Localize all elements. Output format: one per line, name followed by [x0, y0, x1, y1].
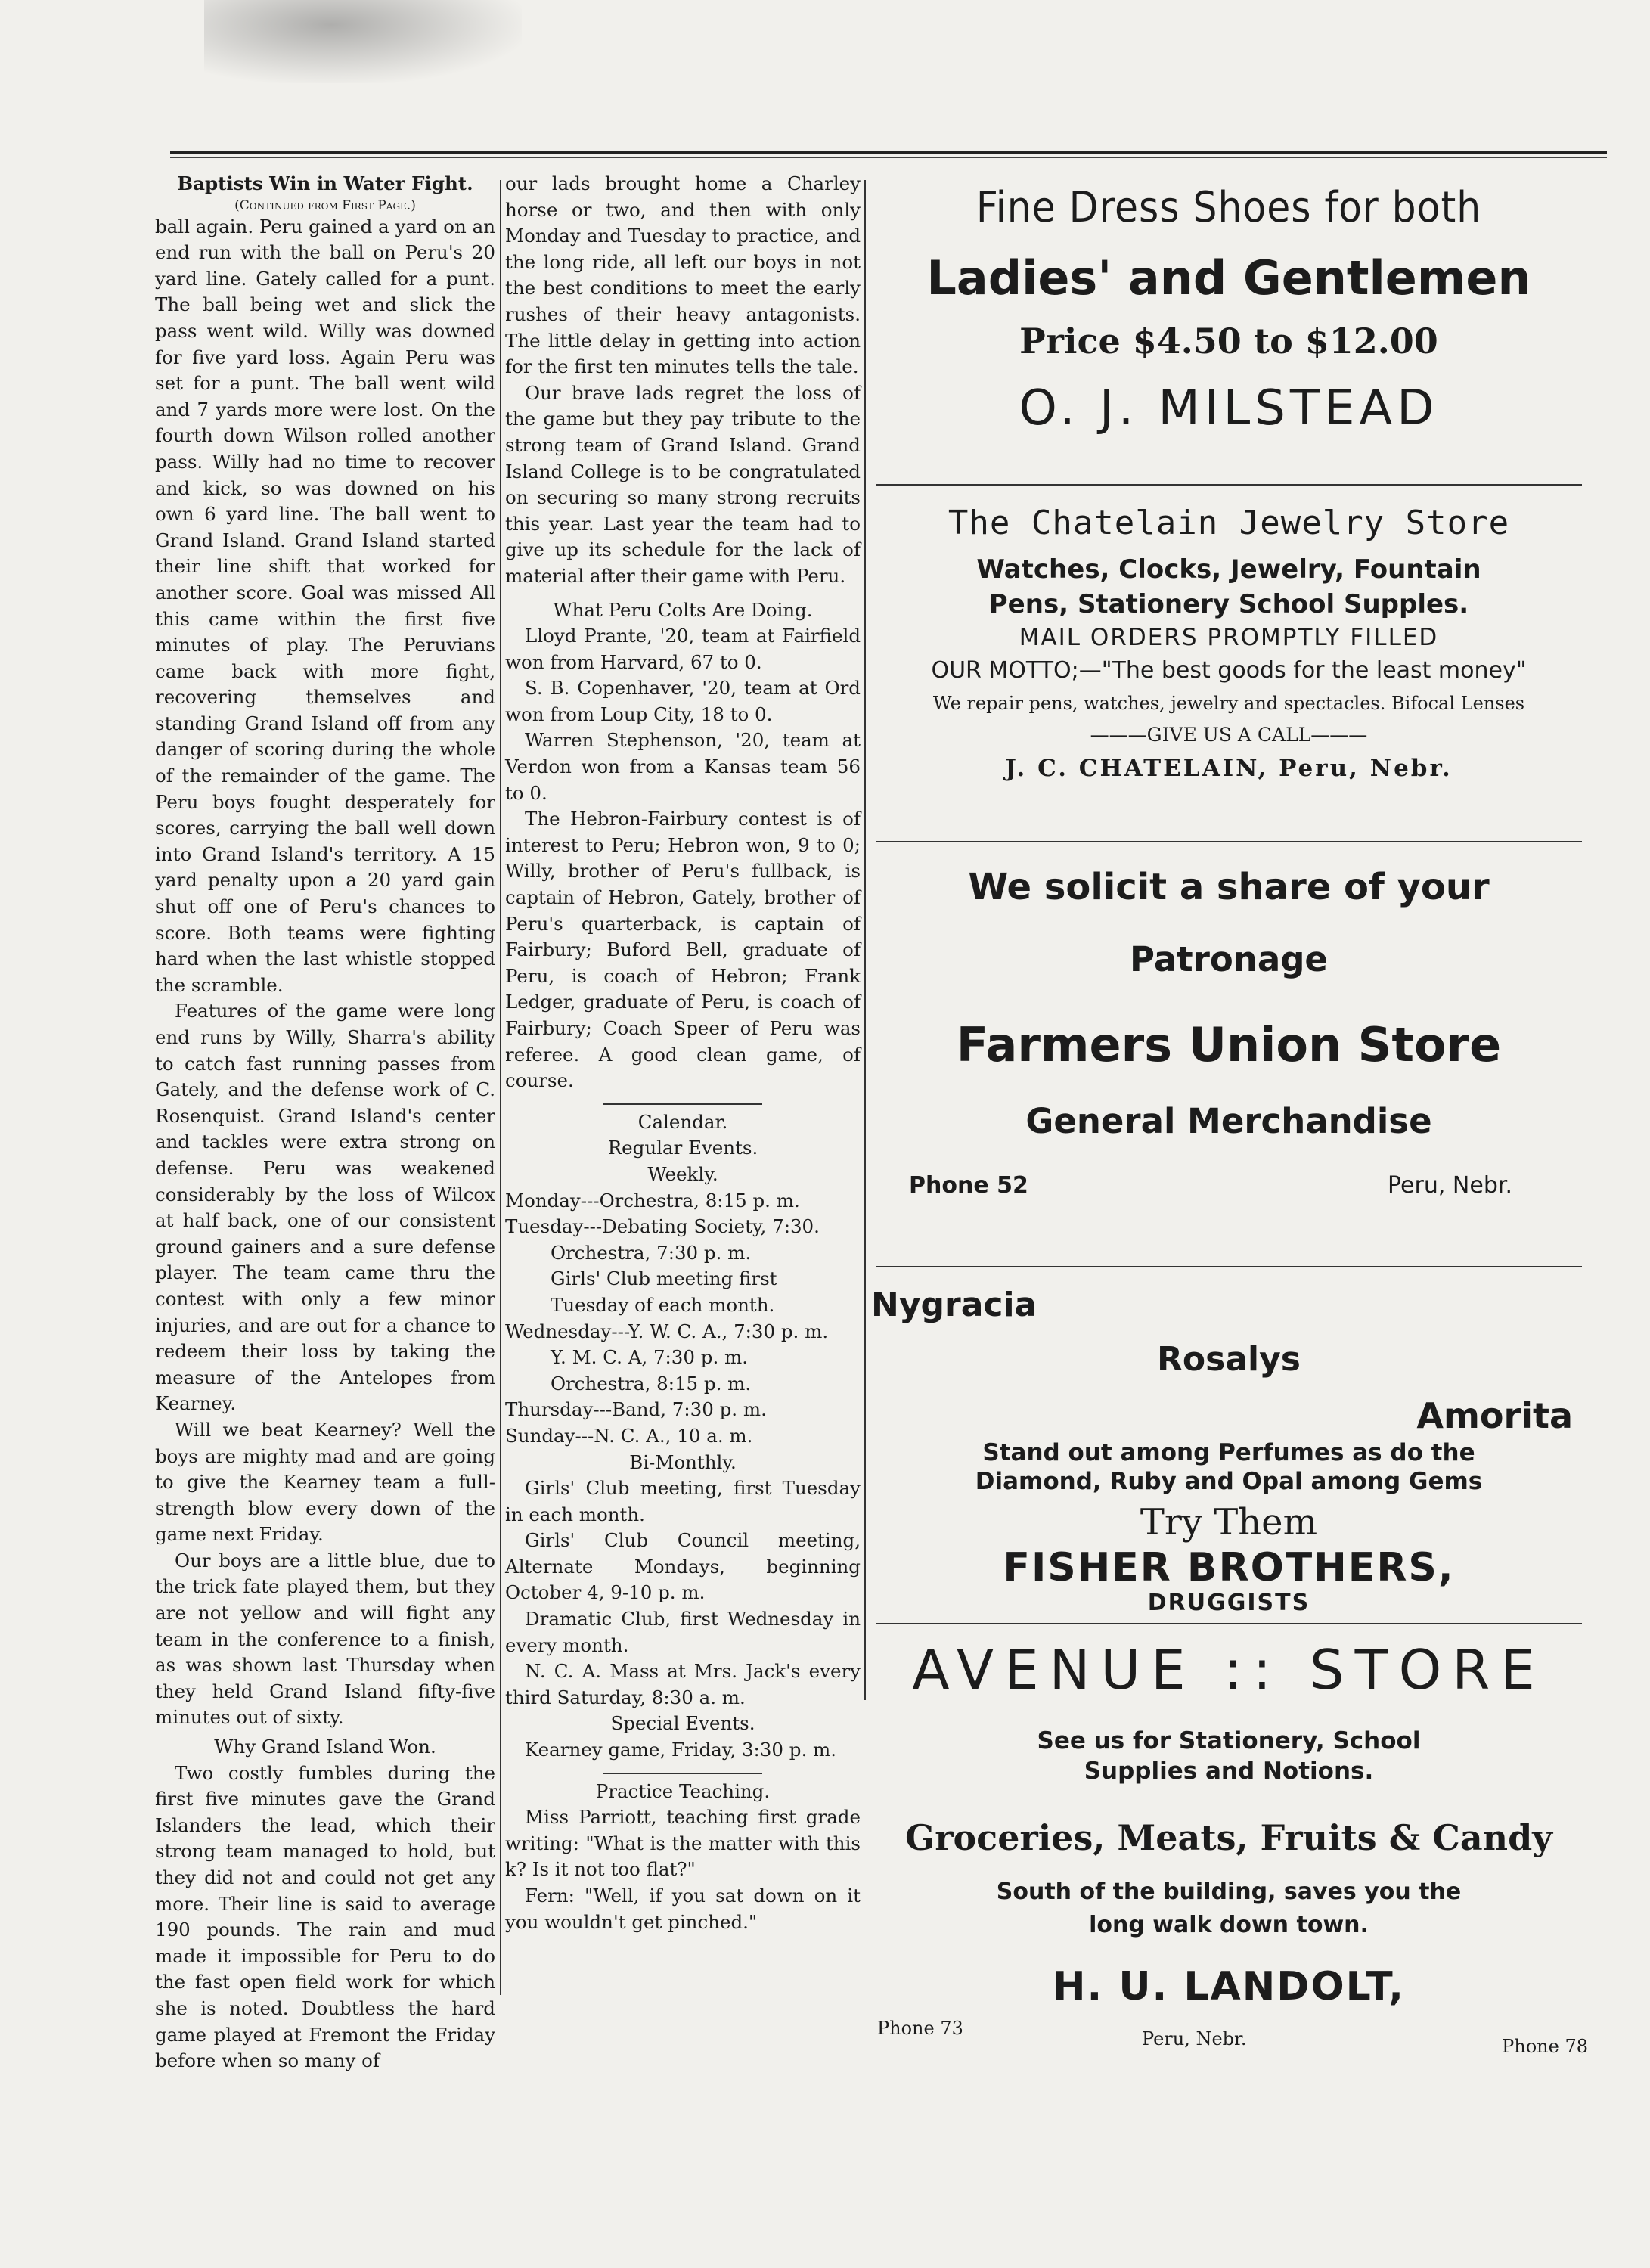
colts-headline: What Peru Colts Are Doing.	[553, 598, 813, 621]
practice-para-2: Fern: "Well, if you sat down on it you wouldn't get pinched."	[505, 1885, 861, 1933]
fisher-line-1: Stand out among Perfumes as do the	[982, 1439, 1475, 1466]
avenue-footer	[870, 2013, 1588, 2074]
milstead-name: O. J. MILSTEAD	[1019, 380, 1439, 436]
why-para-1: Two costly fumbles during the first five minutes gave the Grand Islanders the lead, which their strong team managed to hold, but they did not and could not get any more. Their line is said to average 190 pounds. The rain and mud made it impossible for Peru to do the fast open field work for which she is noted. Doubtless the hard game played at Fremont the Friday before when so many of	[155, 1761, 495, 2072]
perfume-amorita: Amorita	[1416, 1395, 1573, 1436]
chatelain-line-1: Watches, Clocks, Jewelry, Fountain	[976, 554, 1481, 585]
calendar-wednesday: Wednesday---Y. W. C. A., 7:30 p. m.	[505, 1320, 829, 1342]
chatelain-title: The Chatelain Jewelry Store	[948, 504, 1510, 542]
calendar-thursday: Thursday---Band, 7:30 p. m.	[505, 1398, 767, 1421]
chatelain-name: J. C. CHATELAIN, Peru, Nebr.	[1005, 755, 1453, 782]
why-para-3: Our brave lads regret the loss of the game but they pay tribute to the strong team of Grand Island. Grand Island College is to be congratulated on securing so many strong recruits this year. Last year the team had to give up its schedule for the lack of material after their game with Peru.	[505, 381, 861, 587]
chatelain-line-3: MAIL ORDERS PROMPTLY FILLED	[1019, 624, 1439, 651]
perfume-rosalys: Rosalys	[1157, 1340, 1301, 1379]
milstead-line-2: Ladies' and Gentlemen	[926, 250, 1531, 306]
baptists-para-2: Features of the game were long end runs by Willy, Sharra's ability to catch fast running passes from Gately, and the defense work of C. Rosenquist. Grand Island's center and tackles were extra strong on defense. Peru was weakened considerably by the loss of Wilcox at half back, one of our consistent ground gainers and a sure defense player. The team came thru the contest with only a few minor injuries, and are out for a chance to redeem their loss by taking the measure of the Antelopes from Kearney.	[155, 1000, 495, 1415]
milstead-line-1: Fine Dress Shoes for both	[975, 183, 1482, 232]
calendar-bimonthly-1: Girls' Club meeting, first Tuesday in each month.	[505, 1477, 861, 1525]
calendar-regular: Regular Events.	[607, 1137, 758, 1159]
calendar-weekly: Weekly.	[647, 1162, 718, 1185]
calendar-bimonthly: Bi-Monthly.	[629, 1450, 737, 1473]
page-smudge	[204, 0, 522, 83]
calendar-special-1: Kearney game, Friday, 3:30 p. m.	[525, 1739, 837, 1761]
avenue-line-1: See us for Stationery, School	[1037, 1727, 1421, 1755]
farmers-town: Peru, Nebr.	[1388, 1172, 1512, 1199]
calendar-bimonthly-2: Girls' Club Council meeting, Alternate Mondays, beginning October 4, 9-10 p. m.	[505, 1529, 861, 1604]
calendar-sunday: Sunday---N. C. A., 10 a. m.	[505, 1424, 753, 1447]
ad-fisher	[870, 1267, 1588, 1623]
calendar-tuesday-girls: Girls' Club meeting first Tuesday of each month.	[551, 1267, 777, 1316]
colts-para-3: Warren Stephenson, '20, team at Verdon won from a Kansas team 56 to 0.	[505, 729, 861, 804]
header-rule-thin	[170, 157, 1607, 158]
perfume-nygracia: Nygracia	[871, 1286, 1037, 1324]
calendar-monday: Monday---Orchestra, 8:15 p. m.	[505, 1189, 800, 1212]
farmers-line-2: Patronage	[1130, 939, 1328, 979]
baptists-para-3: Will we beat Kearney? Well the boys are mighty mad and are going to give the Kearney team a full-strength blow every down of the game next Friday.	[155, 1418, 495, 1546]
avenue-phone-left: Phone 73	[877, 2018, 963, 2039]
avenue-groceries: Groceries, Meats, Fruits & Candy	[904, 1817, 1552, 1858]
calendar-wednesday-orchestra: Orchestra, 8:15 p. m.	[551, 1372, 752, 1395]
colts-para-2: S. B. Copenhaver, '20, team at Ord won from Loup City, 18 to 0.	[505, 677, 861, 725]
chatelain-motto: OUR MOTTO;—"The best goods for the least money"	[931, 657, 1527, 684]
divider	[603, 1103, 762, 1105]
avenue-phone-right: Phone 78	[1502, 2036, 1588, 2057]
fisher-line-2: Diamond, Ruby and Opal among Gems	[975, 1468, 1483, 1495]
farmers-phone: Phone 52	[909, 1172, 1028, 1199]
calendar-bimonthly-3: Dramatic Club, first Wednesday in every month.	[505, 1608, 861, 1656]
avenue-owner: H. U. LANDOLT,	[1052, 1964, 1406, 2009]
colts-para-4: The Hebron-Fairbury contest is of interest to Peru; Hebron won, 9 to 0; Willy, brother of Peru's fullback, is captain of Hebron, Gately, brother of Peru's quarterback, is captain of Fairbury; Buford Bell, graduate of Peru, is coach of Hebron; Frank Ledger, graduate of Peru, is coach of Fairbury; Coach Speer of Peru was referee. A good clean game, of course.	[505, 808, 861, 1092]
farmers-footer	[870, 1172, 1588, 1218]
why-headline: Why Grand Island Won.	[214, 1736, 436, 1758]
baptists-headline: Baptists Win in Water Fight.	[177, 172, 473, 194]
calendar-special: Special Events.	[610, 1712, 755, 1735]
continued-note: (Continued from First Page.)	[234, 197, 416, 213]
header-rule	[170, 151, 1607, 154]
ad-avenue	[870, 1624, 1588, 2093]
avenue-town: Peru, Nebr.	[1142, 2028, 1247, 2049]
baptists-para-1: ball again. Peru gained a yard on an end run with the ball on Peru's 20 yard line. Gately called for a punt. The ball being wet and slick the pass went wild. Willy was downed for five yard loss. Again Peru was set for a punt. The ball went wild and 7 yards more were lost. On the fourth down Wilson rolled another pass. Willy had no time to recover and kick, so was downed on his own 6 yard line. The ball went to Grand Island. Grand Island started their line shift that worked for another score. Goal was missed All this came within the first five minutes of play. The Peruvians came back with more fight, recovering themselves and standing Grand Island off from any danger of scoring during the whole of the remainder of the game. The Peru boys fought desperately for scores, carrying the ball well down into Grand Island's territory. A 15 yard penalty upon a 20 yard gain shut off one of Peru's chances to score. Both teams were fighting hard when the last whistle stopped the scramble.	[155, 215, 495, 996]
calendar-tuesday: Tuesday---Debating Society, 7:30.	[505, 1215, 820, 1238]
divider	[603, 1773, 762, 1774]
why-para-2: our lads brought home a Charley horse or two, and then with only Monday and Tuesday to practice, and the long ride, all left our boys in not the best conditions to meet the early rushes of their heavy antagonists. The little delay in getting into action for the first ten minutes tells the tale.	[505, 172, 861, 378]
colts-para-1: Lloyd Prante, '20, team at Fairfield won from Harvard, 67 to 0.	[505, 625, 861, 673]
farmers-name: Farmers Union Store	[956, 1017, 1502, 1072]
avenue-name: AVENUE :: STORE	[912, 1638, 1546, 1702]
avenue-line-3: South of the building, saves you the	[996, 1879, 1462, 1905]
column-1	[155, 171, 495, 2074]
calendar-title: Calendar.	[637, 1110, 728, 1133]
column-2	[505, 171, 861, 1935]
ad-farmers	[870, 842, 1588, 1266]
milstead-price: Price $4.50 to $12.00	[1019, 321, 1438, 361]
practice-para-1: Miss Parriott, teaching first grade writing: "What is the matter with this k? Is it not too flat?"	[505, 1806, 861, 1881]
calendar-bimonthly-4: N. C. A. Mass at Mrs. Jack's every third Saturday, 8:30 a. m.	[505, 1660, 861, 1708]
farmers-sub: General Merchandise	[1025, 1101, 1432, 1141]
column-rule-1	[500, 180, 501, 1995]
advertisements	[870, 166, 1588, 2093]
chatelain-repair: We repair pens, watches, jewelry and spectacles. Bifocal Lenses	[932, 693, 1525, 714]
farmers-line-1: We solicit a share of your	[968, 866, 1490, 908]
fisher-name: FISHER BROTHERS,	[1003, 1545, 1455, 1590]
calendar-tuesday-orchestra: Orchestra, 7:30 p. m.	[551, 1241, 752, 1264]
avenue-line-4: long walk down town.	[1089, 1912, 1369, 1938]
fisher-sub: DRUGGISTS	[1147, 1590, 1310, 1616]
ad-chatelain	[870, 486, 1588, 841]
ad-milstead	[870, 166, 1588, 484]
calendar-wednesday-ymca: Y. M. C. A, 7:30 p. m.	[551, 1346, 749, 1369]
avenue-line-2: Supplies and Notions.	[1084, 1758, 1374, 1785]
fisher-try: Try Them	[1140, 1501, 1318, 1544]
baptists-para-4: Our boys are a little blue, due to the trick fate played them, but they are not yellow and will fight any team in the conference to a finish, as was shown last Thursday when they held Grand Island fifty-five minutes out of sixty.	[155, 1549, 495, 1729]
chatelain-call: ———GIVE US A CALL———	[1090, 724, 1368, 746]
column-rule-2	[864, 180, 866, 1700]
practice-headline: Practice Teaching.	[595, 1779, 771, 1802]
chatelain-line-2: Pens, Stationery School Supples.	[988, 589, 1469, 619]
